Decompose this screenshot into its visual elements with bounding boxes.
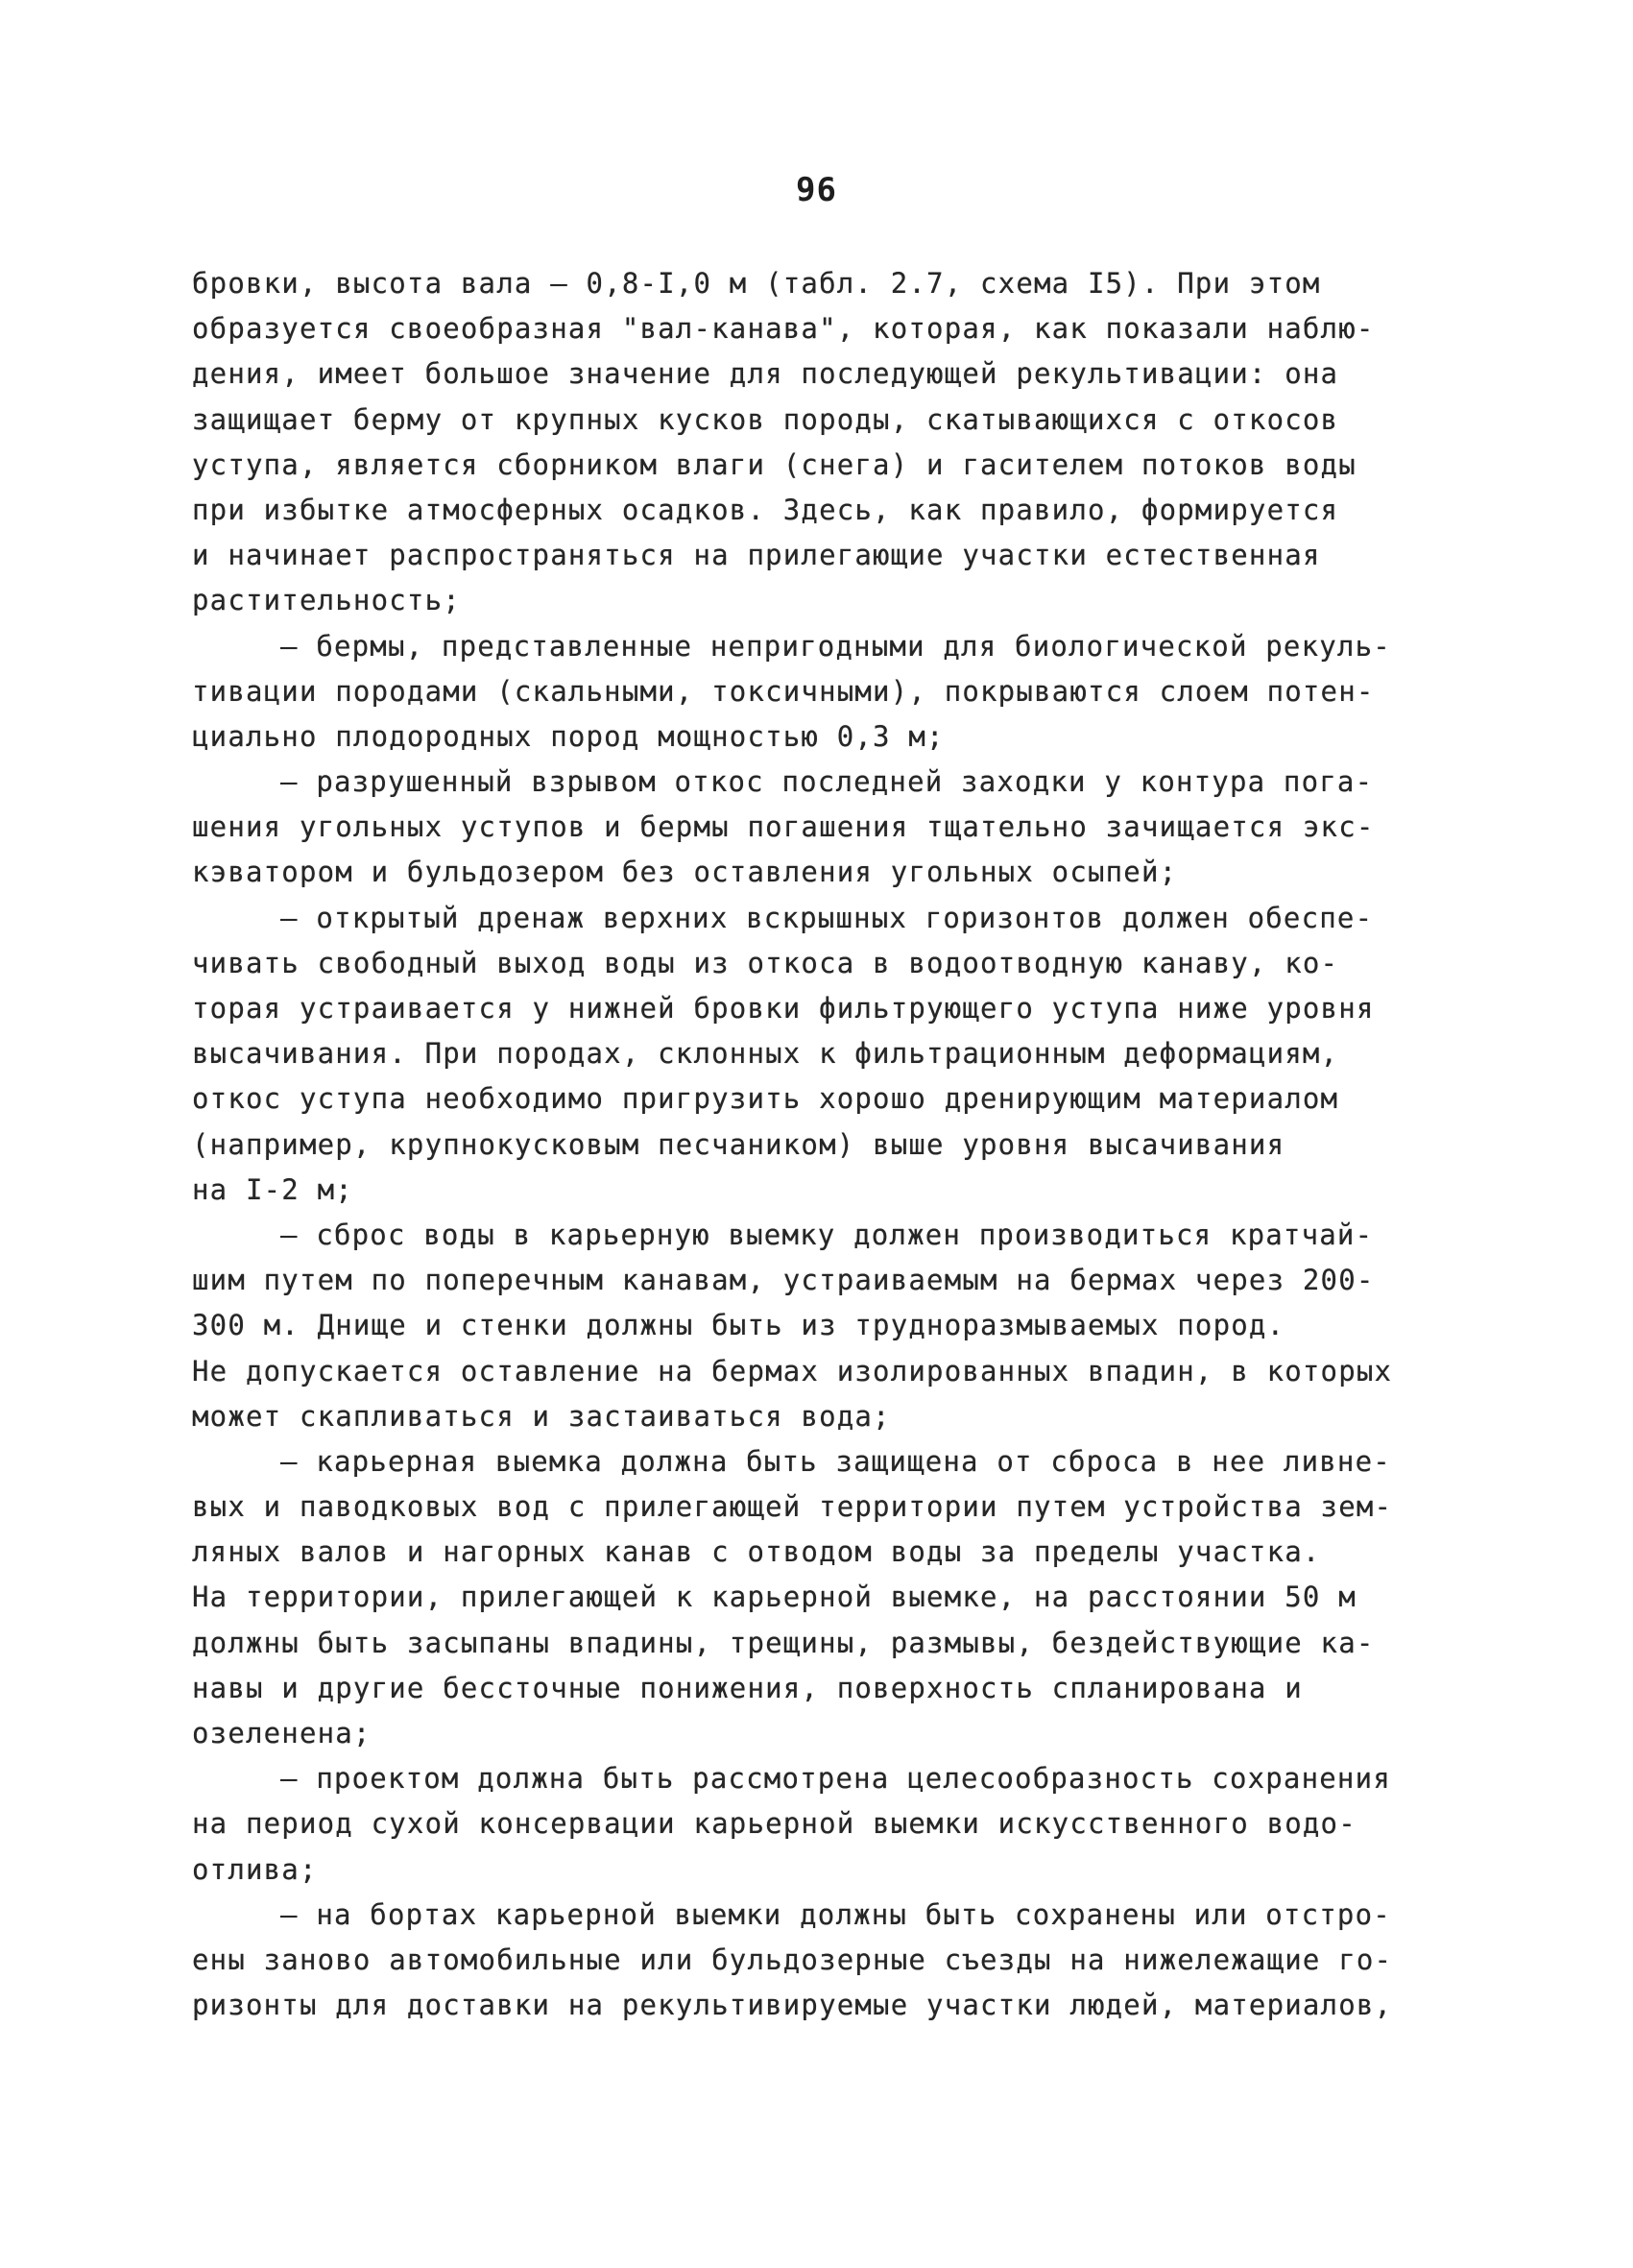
paragraph-start-line: – разрушенный взрывом откос последней заходки у контура пога- xyxy=(280,765,1374,799)
text-line: высачивания. При породах, склонных к фильтрационным деформациям, xyxy=(192,1037,1339,1071)
body-text xyxy=(192,261,1469,2028)
text-line: отлива; xyxy=(192,1852,318,1886)
text-line: кэватором и бульдозером без оставления угольных осыпей; xyxy=(192,856,1178,889)
text-line: вых и паводковых вод с прилегающей территории путем устройства зем- xyxy=(192,1490,1393,1524)
text-line: шим путем по поперечным канавам, устраиваемым на бермах через 200- xyxy=(192,1264,1375,1297)
text-line: образуется своеобразная "вал-канава", которая, как показали наблю- xyxy=(192,312,1375,346)
text-line: ены заново автомобильные или бульдозерные съезды на нижележащие го- xyxy=(192,1942,1393,1976)
text-line: Не допускается оставление на бермах изолированных впадин, в которых xyxy=(192,1354,1393,1387)
text-line: озеленена; xyxy=(192,1717,372,1749)
text-line: 300 м. Днище и стенки должны быть из трудноразмываемых пород. xyxy=(192,1309,1285,1342)
text-line: бровки, высота вала – 0,8-I,0 м (табл. 2.7, схема I5). При этом xyxy=(192,267,1321,300)
paragraph-start-line: – бермы, представленные непригодными для биологической рекуль- xyxy=(280,629,1391,663)
text-line: циально плодородных пород мощностью 0,3 м; xyxy=(192,719,945,753)
page-number: 96 xyxy=(796,171,837,209)
text-line: при избытке атмосферных осадков. Здесь, как правило, формируется xyxy=(192,493,1339,526)
text-line: ризонты для доставки на рекультивируемые участки людей, материалов, xyxy=(192,1989,1393,2022)
text-line: тивации породами (скальными, токсичными), покрываются слоем потен- xyxy=(192,674,1375,708)
text-line: защищает берму от крупных кусков породы, скатывающихся с откосов xyxy=(192,402,1339,436)
paragraph-start-line: – сброс воды в карьерную выемку должен производиться кратчай- xyxy=(280,1218,1374,1251)
paragraph-start-line: – карьерная выемка должна быть защищена от сброса в нее ливне- xyxy=(280,1444,1391,1478)
text-line: растительность; xyxy=(192,584,461,617)
text-line: уступа, является сборником влаги (снега) и гасителем потоков воды xyxy=(192,447,1357,481)
text-line: должны быть засыпаны впадины, трещины, размывы, бездействующие ка- xyxy=(192,1626,1375,1659)
text-line: может скапливаться и застаиваться вода; xyxy=(192,1399,891,1433)
text-line: на I-2 м; xyxy=(192,1172,353,1206)
paragraph-start-line: – проектом должна быть рассмотрена целесообразность сохранения xyxy=(280,1762,1391,1796)
paragraph-start-line: – открытый дренаж верхних вскрышных горизонтов должен обеспе- xyxy=(280,901,1374,934)
text-line: дения, имеет большое значение для последующей рекультивации: она xyxy=(192,357,1339,391)
text-line: откос уступа необходимо пригрузить хорошо дренирующим материалом xyxy=(192,1082,1339,1116)
text-line: навы и другие бессточные понижения, поверхность спланирована и xyxy=(192,1671,1303,1704)
text-line: шения угольных уступов и бермы погашения тщательно зачищается экс- xyxy=(192,810,1375,844)
text-line: (например, крупнокусковым песчаником) выше уровня высачивания xyxy=(192,1127,1285,1161)
text-line: и начинает распространяться на прилегающие участки естественная xyxy=(192,539,1321,572)
text-line: на период сухой консервации карьерной выемки искусственного водо- xyxy=(192,1807,1357,1841)
text-line: ляных валов и нагорных канав с отводом воды за пределы участка. xyxy=(192,1535,1321,1569)
text-line: На территории, прилегающей к карьерной выемке, на расстоянии 50 м xyxy=(192,1580,1357,1614)
text-line: чивать свободный выход воды из откоса в водоотводную канаву, ко- xyxy=(192,946,1339,979)
paragraph-start-line: – на бортах карьерной выемки должны быть сохранены или отстро- xyxy=(280,1897,1391,1931)
text-line: торая устраивается у нижней бровки фильтрующего уступа ниже уровня xyxy=(192,992,1375,1025)
